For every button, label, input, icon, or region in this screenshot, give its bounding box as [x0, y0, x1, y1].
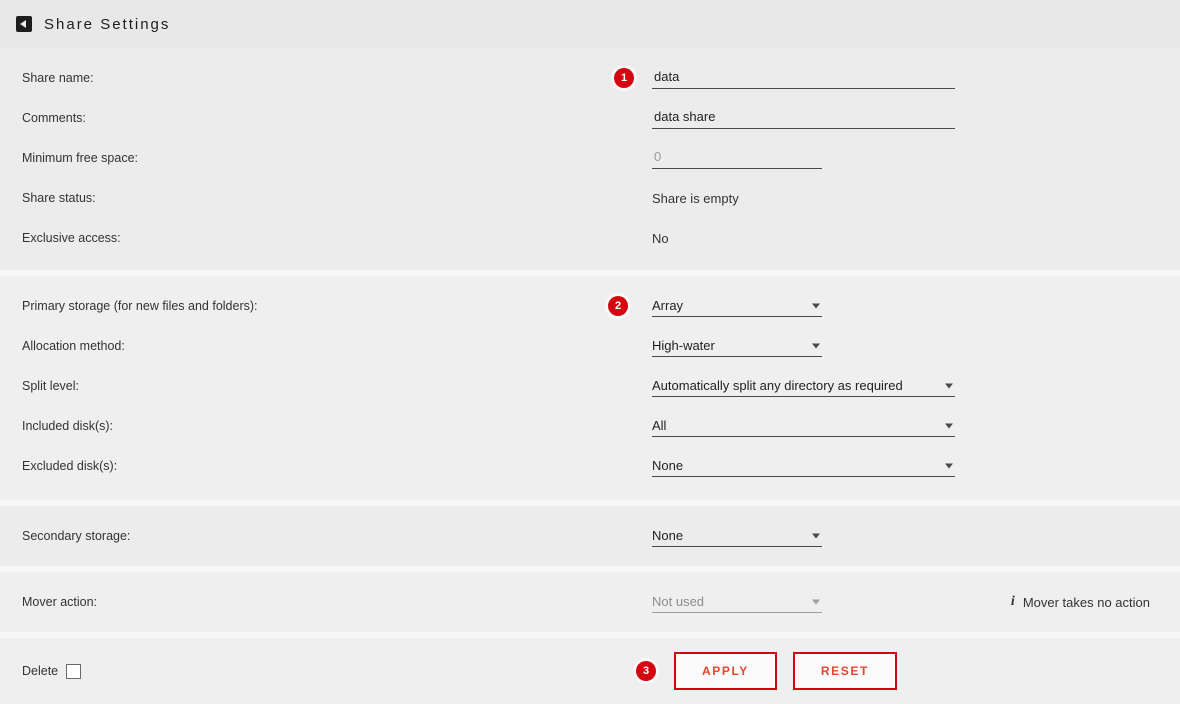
- label-included-disks: Included disk(s):: [22, 419, 114, 433]
- row-mover-action: [0, 582, 1180, 622]
- label-excluded-disks: Excluded disk(s):: [22, 459, 118, 473]
- mover-info-text: Mover takes no action: [1022, 594, 1150, 610]
- chevron-down-icon: [945, 423, 953, 428]
- chevron-down-icon: [945, 463, 953, 468]
- share-info-section: [0, 48, 1180, 270]
- row-minimum-free-space: [0, 138, 1180, 178]
- chevron-down-icon: [812, 303, 820, 308]
- row-excluded-disks: [0, 446, 1180, 486]
- primary-storage-value: Array: [652, 298, 684, 313]
- label-primary-storage: Primary storage (for new files and folders):: [22, 299, 258, 313]
- chevron-down-icon: [812, 533, 820, 538]
- field-primary-storage: [614, 295, 822, 317]
- badge-2: 2: [608, 296, 628, 316]
- label-minimum-free-space: Minimum free space:: [22, 151, 139, 165]
- included-disks-value: All: [652, 418, 667, 433]
- label-comments: Comments:: [22, 111, 86, 125]
- mover-action-value: Not used: [652, 594, 705, 609]
- included-disks-select[interactable]: [652, 415, 955, 437]
- field-comments: [652, 107, 955, 129]
- info-icon: i: [1010, 594, 1015, 609]
- label-exclusive-access: Exclusive access:: [22, 231, 121, 245]
- field-share-name: [620, 67, 955, 89]
- label-secondary-storage: Secondary storage:: [22, 529, 131, 543]
- secondary-storage-select[interactable]: [652, 525, 822, 547]
- row-share-name: [0, 58, 1180, 98]
- label-allocation-method: Allocation method:: [22, 339, 125, 353]
- actions-bar: [0, 638, 1180, 704]
- badge-3: 3: [636, 661, 656, 681]
- comments-input[interactable]: [652, 107, 955, 129]
- field-minimum-free-space: [652, 147, 822, 169]
- reset-button[interactable]: RESET: [793, 652, 897, 690]
- page-title: Share Settings: [44, 15, 171, 33]
- row-comments: [0, 98, 1180, 138]
- row-split-level: [0, 366, 1180, 406]
- secondary-storage-section: [0, 506, 1180, 566]
- excluded-disks-select[interactable]: [652, 455, 955, 477]
- badge-1: 1: [614, 68, 634, 88]
- secondary-storage-value: None: [652, 528, 684, 543]
- button-group: [642, 652, 897, 690]
- label-share-status: Share status:: [22, 191, 96, 205]
- row-primary-storage: [0, 286, 1180, 326]
- allocation-method-select[interactable]: [652, 335, 822, 357]
- primary-storage-select[interactable]: [652, 295, 822, 317]
- delete-label: Delete: [22, 664, 59, 678]
- label-share-name: Share name:: [22, 71, 94, 85]
- label-mover-action: Mover action:: [22, 595, 98, 609]
- label-split-level: Split level:: [22, 379, 79, 393]
- excluded-disks-value: None: [652, 458, 684, 473]
- split-level-value: Automatically split any directory as required: [652, 378, 903, 393]
- row-secondary-storage: [0, 516, 1180, 556]
- apply-button[interactable]: APPLY: [674, 652, 777, 690]
- mover-section: [0, 572, 1180, 632]
- chevron-down-icon: [945, 383, 953, 388]
- mover-info: [1011, 594, 1150, 610]
- row-included-disks: [0, 406, 1180, 446]
- chevron-down-icon: [812, 343, 820, 348]
- minimum-free-space-input[interactable]: [652, 147, 822, 169]
- primary-storage-section: [0, 276, 1180, 500]
- chevron-down-icon: [812, 599, 820, 604]
- mover-action-select[interactable]: [652, 591, 822, 613]
- share-status-value: Share is empty: [652, 190, 739, 206]
- split-level-select[interactable]: [652, 375, 955, 397]
- share-name-input[interactable]: [652, 67, 955, 89]
- titlebar: [0, 0, 1180, 48]
- row-allocation-method: [0, 326, 1180, 366]
- row-share-status: [0, 178, 1180, 218]
- allocation-method-value: High-water: [652, 338, 715, 353]
- exclusive-access-value: No: [652, 230, 669, 246]
- row-exclusive-access: [0, 218, 1180, 258]
- back-arrow-icon[interactable]: [16, 16, 32, 32]
